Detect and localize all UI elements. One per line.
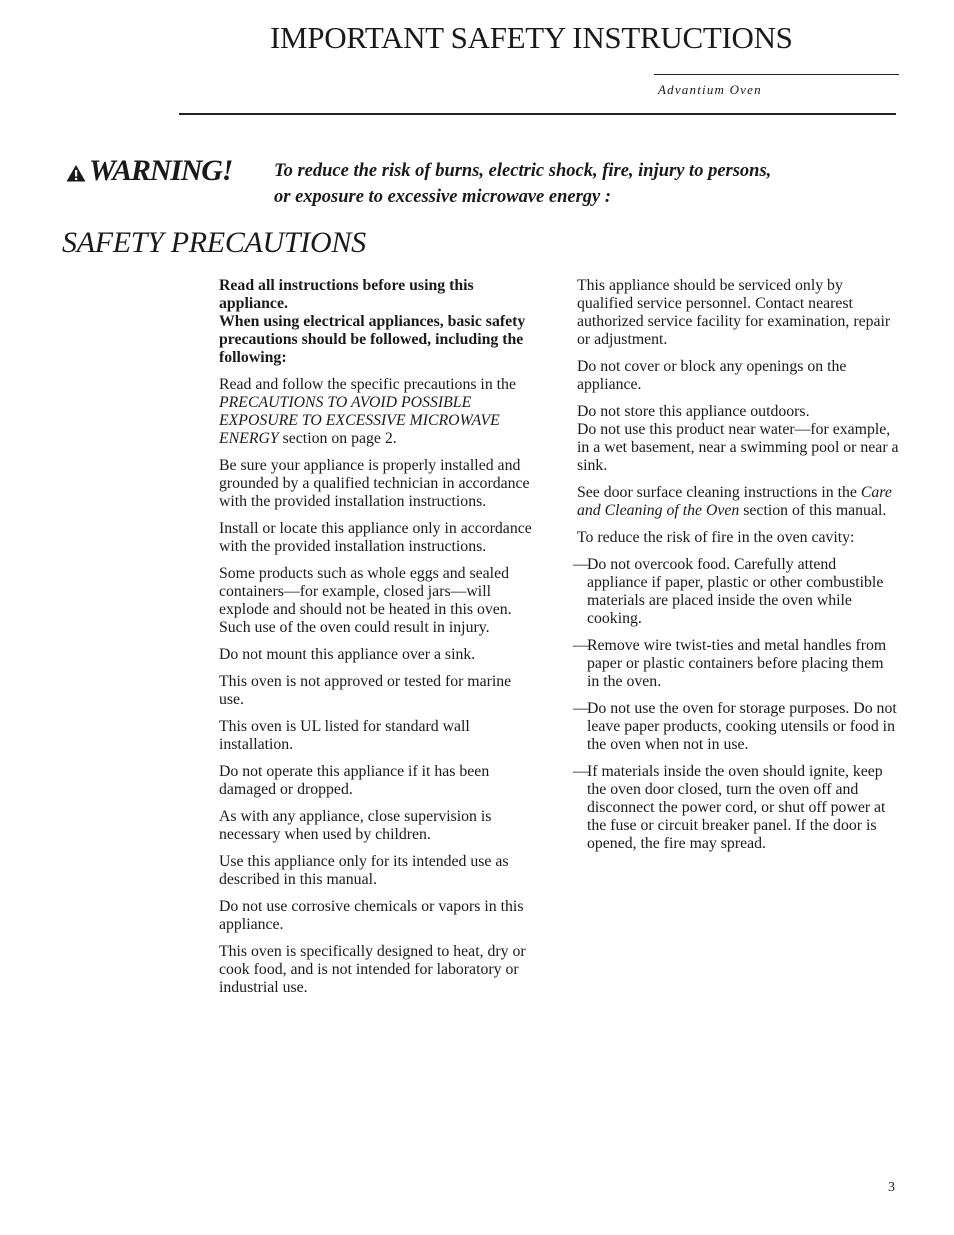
header-rule-short [654, 74, 899, 75]
precaution-paragraph: This oven is not approved or tested for marine use. [219, 673, 512, 708]
precaution-paragraph: Do not operate this appliance if it has been damaged or dropped. [219, 763, 490, 798]
item-text: Do not use the oven for storage purposes. Do not leave paper products, cooking utensils or food in the oven when not in use. [587, 700, 897, 753]
precaution-paragraph: Do not cover or block any openings on the appliance. [577, 358, 847, 393]
precaution-paragraph: This oven is specifically designed to heat, dry or cook food, and is not intended for laboratory or industrial use. [219, 943, 526, 996]
paragraph-reference: Care and Cleaning of the Oven [577, 484, 892, 519]
intro-basic-precautions: When using electrical appliances, basic safety precautions should be followed, including the following: [219, 313, 526, 366]
warning-text-line: To reduce the risk of burns, electric shock, fire, injury to persons, [274, 161, 772, 181]
warning-text-line: or exposure to excessive microwave energy : [274, 187, 612, 207]
paragraph-text: section on page 2. [278, 430, 397, 447]
precaution-paragraph: This oven is UL listed for standard wall installation. [219, 718, 470, 753]
warning-label: WARNING! [89, 154, 233, 187]
warning-triangle-icon [66, 164, 86, 182]
precaution-paragraph: To reduce the risk of fire in the oven cavity: [577, 529, 855, 546]
fire-precaution-item [573, 763, 899, 853]
right-column [573, 277, 899, 862]
dash-bullet: — [573, 700, 589, 717]
paragraph-text: section of this manual. [739, 502, 887, 519]
warning-text [274, 158, 874, 210]
dash-bullet: — [573, 763, 589, 780]
precaution-paragraph [577, 403, 899, 475]
paragraph-reference: PRECAUTIONS TO AVOID POSSIBLE EXPOSURE TO EXCESSIVE MICROWAVE ENERGY [219, 394, 500, 447]
item-text: If materials inside the oven should ignite, keep the oven door closed, turn the oven off and disconnect the power cord, or shut off power at the fuse or circuit breaker panel. If the door is opened, the fire may spread. [587, 763, 886, 852]
paragraph-text: Do not use this product near water—for example, in a wet basement, near a swimming pool or near a sink. [577, 421, 899, 474]
product-name: Advantium Oven [658, 82, 762, 97]
intro-read-instructions: Read all instructions before using this appliance. [219, 277, 474, 312]
paragraph-text: See door surface cleaning instructions in the [577, 484, 861, 501]
item-text: Remove wire twist-ties and metal handles from paper or plastic containers before placing them in the oven. [587, 637, 887, 690]
fire-precaution-item [573, 700, 899, 754]
item-text: Do not overcook food. Carefully attend appliance if paper, plastic or other combustible materials are placed inside the oven while cooking. [587, 556, 884, 627]
precaution-paragraph: Install or locate this appliance only in accordance with the provided installation instructions. [219, 520, 532, 555]
dash-bullet: — [573, 637, 589, 654]
fire-precaution-item [573, 637, 899, 691]
precaution-paragraph: As with any appliance, close supervision is necessary when used by children. [219, 808, 492, 843]
precaution-paragraph [577, 484, 899, 520]
header-rule-long [179, 113, 896, 115]
precaution-paragraph [219, 376, 537, 448]
left-column [219, 277, 537, 1006]
section-title: SAFETY PRECAUTIONS [62, 226, 366, 259]
paragraph-text: Do not store this appliance outdoors. [577, 403, 810, 420]
dash-bullet: — [573, 556, 589, 573]
precaution-paragraph: Some products such as whole eggs and sealed containers—for example, closed jars—will explode and should not be heated in this oven. Such use of the oven could result in injury. [219, 565, 512, 636]
precaution-paragraph: Do not mount this appliance over a sink. [219, 646, 476, 663]
precaution-paragraph: Use this appliance only for its intended use as described in this manual. [219, 853, 509, 888]
page-title: IMPORTANT SAFETY INSTRUCTIONS [270, 20, 793, 55]
fire-precaution-item [573, 556, 899, 628]
page-number: 3 [888, 1180, 895, 1195]
paragraph-text: Read and follow the specific precautions in the [219, 376, 516, 393]
precaution-paragraph: Be sure your appliance is properly installed and grounded by a qualified technician in accordance with the provided installation instructions. [219, 457, 530, 510]
precaution-paragraph: Do not use corrosive chemicals or vapors in this appliance. [219, 898, 524, 933]
precaution-paragraph: This appliance should be serviced only by qualified service personnel. Contact nearest authorized service facility for examination, repair or adjustment. [577, 277, 891, 348]
